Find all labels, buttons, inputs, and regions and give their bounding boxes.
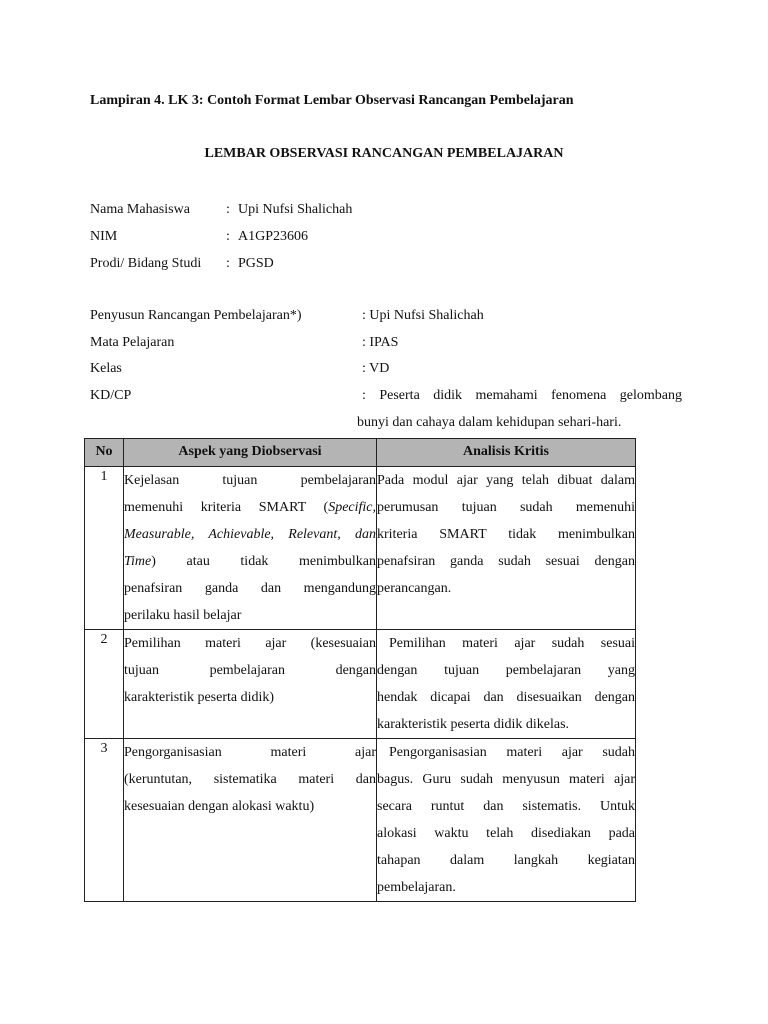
analisis-line: penafsiran ganda sudah sesuai dengan [377, 554, 635, 569]
document-title: LEMBAR OBSERVASI RANCANGAN PEMBELAJARAN [204, 146, 564, 161]
analisis-line: tahapan dalam langkah kegiatan [377, 853, 635, 868]
analisis-cell [377, 467, 636, 630]
kdcp-value-line1: : Peserta didik memahami fenomena gelombang [362, 388, 682, 403]
student-prodi-value: PGSD [238, 256, 274, 271]
analisis-line: Pemilihan materi ajar sudah sesuai [389, 636, 635, 651]
aspek-line: karakteristik peserta didik) [124, 690, 275, 705]
table-row [85, 739, 636, 902]
student-name-colon: : [226, 202, 230, 217]
aspek-line: Kejelasan tujuan pembelajaran [124, 473, 376, 488]
aspek-line: kesesuaian dengan alokasi waktu) [124, 799, 315, 814]
analisis-line: dengan tujuan pembelajaran yang [377, 663, 635, 678]
analisis-line: alokasi waktu telah disediakan pada [377, 826, 635, 841]
kdcp-label: KD/CP [90, 388, 132, 403]
aspek-cell [124, 630, 377, 739]
observation-table [84, 438, 636, 902]
analisis-line: karakteristik peserta didik dikelas. [377, 717, 570, 732]
analisis-line: Pada modul ajar yang telah dibuat dalam [377, 473, 635, 488]
student-nim-colon: : [226, 229, 230, 244]
appendix-heading: Lampiran 4. LK 3: Contoh Format Lembar Observasi Rancangan Pembelajaran [90, 93, 574, 108]
aspek-line: perilaku hasil belajar [124, 608, 242, 623]
student-prodi-colon: : [226, 256, 230, 271]
analisis-line: pembelajaran. [377, 880, 456, 895]
aspek-line: Pemilihan materi ajar (kesesuaian [124, 636, 376, 651]
kelas-label: Kelas [90, 361, 122, 376]
student-name-value: Upi Nufsi Shalichah [238, 202, 353, 217]
analisis-line: perumusan tujuan sudah memenuhi [377, 500, 635, 515]
analisis-line: secara runtut dan sistematis. Untuk [377, 799, 635, 814]
header-aspek: Aspek yang Diobservasi [124, 439, 377, 467]
analisis-line: kriteria SMART tidak menimbulkan [377, 527, 635, 542]
aspek-line: memenuhi kriteria SMART (Specific, [124, 500, 376, 515]
aspek-cell [124, 467, 377, 630]
student-nim-label: NIM [90, 229, 118, 244]
kdcp-value-line2: bunyi dan cahaya dalam kehidupan sehari-hari. [357, 415, 622, 430]
row-number: 1 [85, 467, 124, 630]
aspek-line: Measurable, Achievable, Relevant, dan [124, 527, 376, 542]
row-number: 3 [85, 739, 124, 902]
penyusun-value: : Upi Nufsi Shalichah [362, 308, 484, 323]
header-no: No [85, 439, 124, 467]
table-row [85, 630, 636, 739]
table-row [85, 467, 636, 630]
penyusun-label: Penyusun Rancangan Pembelajaran*) [90, 308, 302, 323]
mapel-value: : IPAS [362, 335, 399, 350]
analisis-line: hendak dicapai dan disesuaikan dengan [377, 690, 635, 705]
table-header-row [85, 439, 636, 467]
student-name-label: Nama Mahasiswa [90, 202, 190, 217]
aspek-line: penafsiran ganda dan mengandung [124, 581, 376, 596]
analisis-cell [377, 630, 636, 739]
student-prodi-label: Prodi/ Bidang Studi [90, 256, 202, 271]
analisis-line: perancangan. [377, 581, 452, 596]
analisis-cell [377, 739, 636, 902]
student-nim-value: A1GP23606 [238, 229, 309, 244]
analisis-line: bagus. Guru sudah menyusun materi ajar [377, 772, 635, 787]
header-analisis: Analisis Kritis [377, 439, 636, 467]
aspek-line: (keruntutan, sistematika materi dan [124, 772, 376, 787]
row-number: 2 [85, 630, 124, 739]
aspek-line: Pengorganisasian materi ajar [124, 745, 376, 760]
mapel-label: Mata Pelajaran [90, 335, 175, 350]
aspek-cell [124, 739, 377, 902]
kelas-value: : VD [362, 361, 390, 376]
aspek-line: tujuan pembelajaran dengan [124, 663, 376, 678]
aspek-line: Time) atau tidak menimbulkan [124, 554, 376, 569]
analisis-line: Pengorganisasian materi ajar sudah [389, 745, 635, 760]
